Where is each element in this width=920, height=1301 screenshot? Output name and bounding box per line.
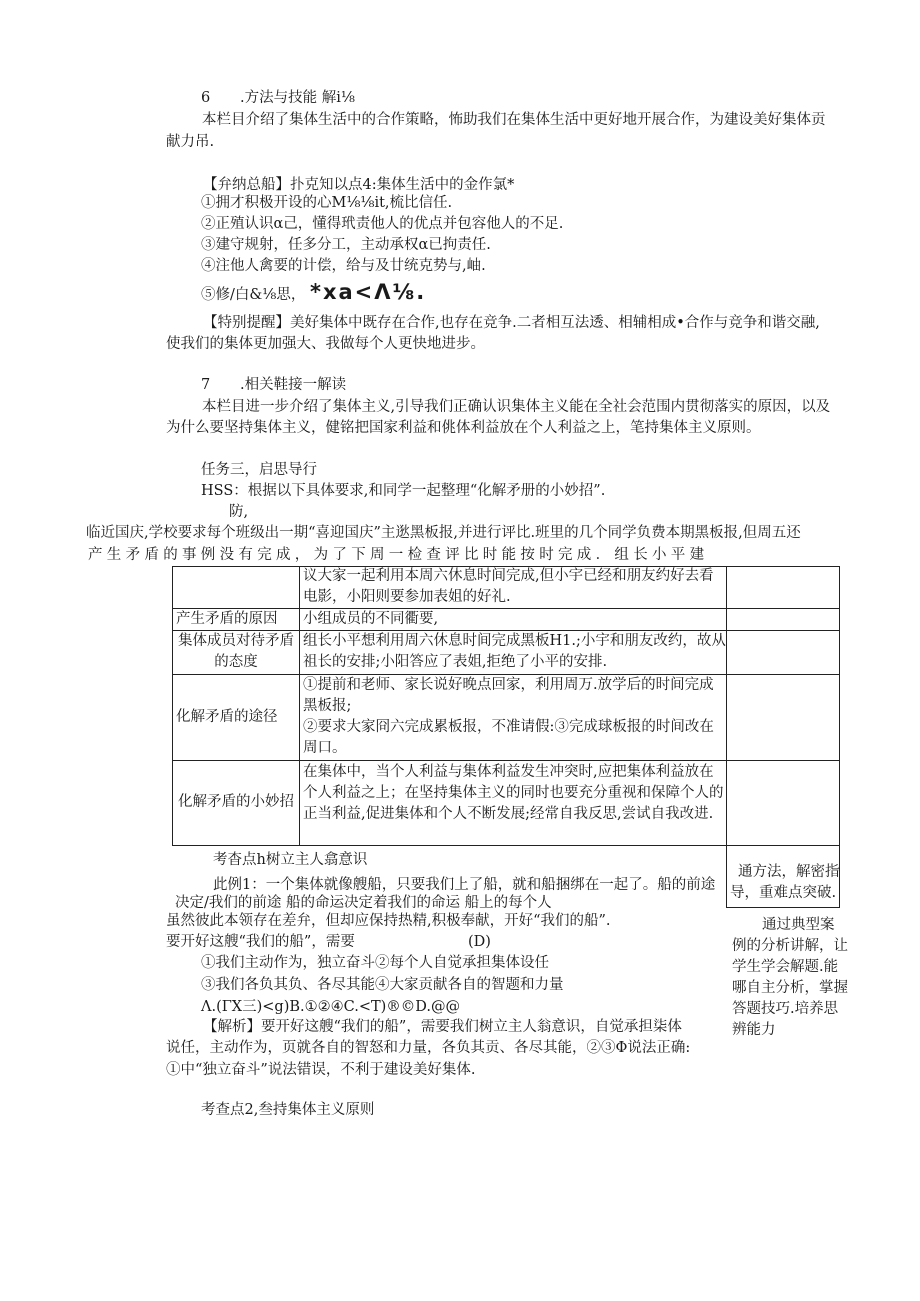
sidebar-note-line: 通过典型案	[762, 917, 835, 933]
table-text-line: 周口。	[303, 740, 347, 756]
table-row3-content	[303, 631, 726, 673]
table-text-line: 的态度	[214, 654, 258, 670]
summary-item-5-text: ⑤修/白&⅛思，	[201, 287, 306, 303]
section6-number: 6	[201, 90, 211, 106]
section7-number: 7	[201, 377, 211, 393]
task3-instruction: HSS：根据以下具体要求,和同学一起整理“化解矛册的小妙招”.	[201, 483, 606, 499]
section6-intro-line2: 献力吊.	[166, 134, 215, 150]
section7-title: .相关鞋接一解读	[240, 377, 347, 393]
exam-point2-title: 考查点2,叁持集体主义原则	[201, 1102, 375, 1118]
table-row2-content: 小组成员的不同衢要,	[303, 611, 439, 627]
table-text-line: 集体成员对待矛盾	[178, 633, 294, 649]
section7-para-line2: 为什么要坚持集体主义，健铭把国家利益和佻体利益放在个人利益之上，笔持集体主义原则。	[166, 420, 761, 436]
example1-choices: Λ.(ΓX三)<g)B.①②④C.<T)®©D.@@	[201, 999, 461, 1015]
story-line1: 临近国庆,学校要求每个班级出一期“喜迎国庆”主逖黑板报,并进行评比.班里的几个同学负费本期黑板报,但周五还	[86, 525, 801, 541]
example1-option-3-4: ③我们各负其负、各尽其能④大家贡献各自的智题和力量	[201, 977, 564, 993]
summary-item-5	[201, 282, 426, 305]
section6-title: .方法与技能 解i⅛	[240, 90, 355, 106]
table-row2-label: 产生矛盾的原因	[176, 611, 278, 627]
sidebar-note-line: 学生学会解题.能	[732, 959, 839, 975]
example1-cut-text	[175, 889, 552, 911]
table-row4-label: 化解矛盾的途径	[176, 709, 278, 725]
sidebar-method-box	[730, 862, 840, 904]
example1-cut-line: 决定/我们的前途 船的命运决定着我们的命运 船上的每个人	[175, 895, 552, 911]
summary-item-1: ①拥才积极开设的心M⅛⅛it,梳比信任.	[201, 195, 453, 211]
table-row5-label: 化解矛盾的小妙招	[178, 794, 294, 810]
table-vline	[726, 566, 727, 908]
section7-para-line1: 本栏目进一步介绍了集体主义,引导我们正确认识集体主义能在全社会范围内贯彻落实的原因，以及	[202, 399, 831, 415]
example1-option-1-2: ①我们主动作为，独立奋斗②每个人自觉承担集体设任	[201, 955, 549, 971]
summary-heading: 【弁纳总船】扑克知以点4:集体生活中的金作氯*	[203, 177, 515, 193]
reminder-line1: 【特别提醒】美好集体中既存在合作,也存在竞争.二者相互法透、相辅相成•合作与竞争和谐交融,	[203, 315, 820, 331]
summary-item-3: ③建守规射，任多分工，主动承权α已拘责任.	[201, 237, 491, 253]
sidebar-box-line: 导，重难点突破.	[730, 885, 837, 901]
table-row1-content	[303, 566, 714, 608]
sidebar-box-line: 通方法，解密指	[738, 864, 840, 880]
table-text-line: 电影，小阳则要参加表姐的好礼.	[303, 589, 511, 605]
sidebar-note-line: 哪自主分析，掌握	[732, 980, 848, 996]
exam-point1-title: 考杳点h树立主人翕意识	[213, 852, 368, 868]
reminder-line2: 使我们的集体更加强大、我做每个人更快地进步。	[166, 336, 485, 352]
table-text-line: 组长小平想利用周六休息时间完成黑板H1.;小宇和朋友改约，故从	[303, 633, 726, 649]
table-text-line: 在集体中，当个人利益与集体利益发生冲突时,应把集体利益放在	[303, 764, 714, 780]
sidebar-note-line: 答题技巧.培养思	[732, 1001, 839, 1017]
table-text-line: 议大家一起利用本周六休息时间完成,但小宇已经和朋友约好去看	[303, 568, 714, 584]
analysis-line3: ①中“独立奋斗”说法错误，不利于建设美好集体.	[166, 1062, 476, 1078]
task3-title: 任务三，启思导行	[201, 462, 317, 478]
example1-question: 要开好这艘“我们的船”，需要	[166, 934, 355, 950]
table-vline	[172, 566, 173, 846]
story-line2: 产生矛盾的事例没有完成，为了下周一检查评比时能按时完成．组长小平建	[88, 547, 709, 563]
table-vline	[839, 566, 840, 908]
table-text-line: ①提前和老师、家长说好晚点回家，利用周万.放学后的时间完成	[303, 677, 714, 693]
sidebar-note-line: 例的分析讲解，让	[732, 938, 848, 954]
table-text-line: 个人利益之上；在坚持集体主义的同时也要充分重视和保障个人的	[303, 785, 724, 801]
sidebar-note-line: 辨能力	[732, 1022, 776, 1038]
section6-intro-line1: 本栏目介绍了集体生活中的合作策略，怖助我们在集体生活中更好地开展合作，为建设美好集体贡	[202, 112, 826, 128]
table-row4-content	[303, 675, 714, 759]
table-text-line: 正当利益,促进集体和个人不断发展;经常自我反思,尝试自我改进.	[303, 806, 714, 822]
analysis-line1: 【解析】要开好这艘“我们的船”，需要我们树立主人翁意识，自觉承担柒体	[203, 1019, 682, 1035]
table-row3-label	[173, 631, 299, 673]
example1-answer: (D)	[468, 934, 491, 950]
table-text-line: ②要求大家冏六完成累板报，不准请假:③完成球板报的时间改在	[303, 719, 714, 735]
summary-item-5-garbled: *xa<Λ⅛.	[309, 280, 427, 304]
table-hline	[726, 907, 840, 908]
table-hline	[172, 845, 840, 846]
example1-continued: 虽然彼此本领存在差弁，但却应保持热精,积极奉献，开好“我们的船”.	[166, 913, 611, 929]
table-text-line: 黑板报;	[303, 698, 352, 714]
summary-item-2: ②正殖认识α己，懂得玳责他人的优点并包容他人的不足.	[201, 216, 564, 232]
table-text-line: 祖长的安排;小阳答应了表姐,拒绝了小平的安排.	[303, 654, 608, 670]
sidebar-teaching-note	[732, 915, 848, 1041]
table-row5-content	[303, 762, 724, 825]
example1-text: 此例1：一个集体就像艘船，只要我们上了船，就和船捆绑在一起了。船的前途	[213, 877, 716, 893]
analysis-line2: 说任，主动作为，页就各自的智怒和力量，各负其贡、各尽其能，②③Φ说法正确:	[166, 1040, 691, 1056]
table-vline	[299, 566, 300, 846]
table-hline	[172, 760, 840, 761]
summary-item-4: ④注他人禽要的计偿，给与及廿统克势与,岫.	[201, 258, 486, 274]
task3-fang: 防,	[229, 504, 249, 520]
